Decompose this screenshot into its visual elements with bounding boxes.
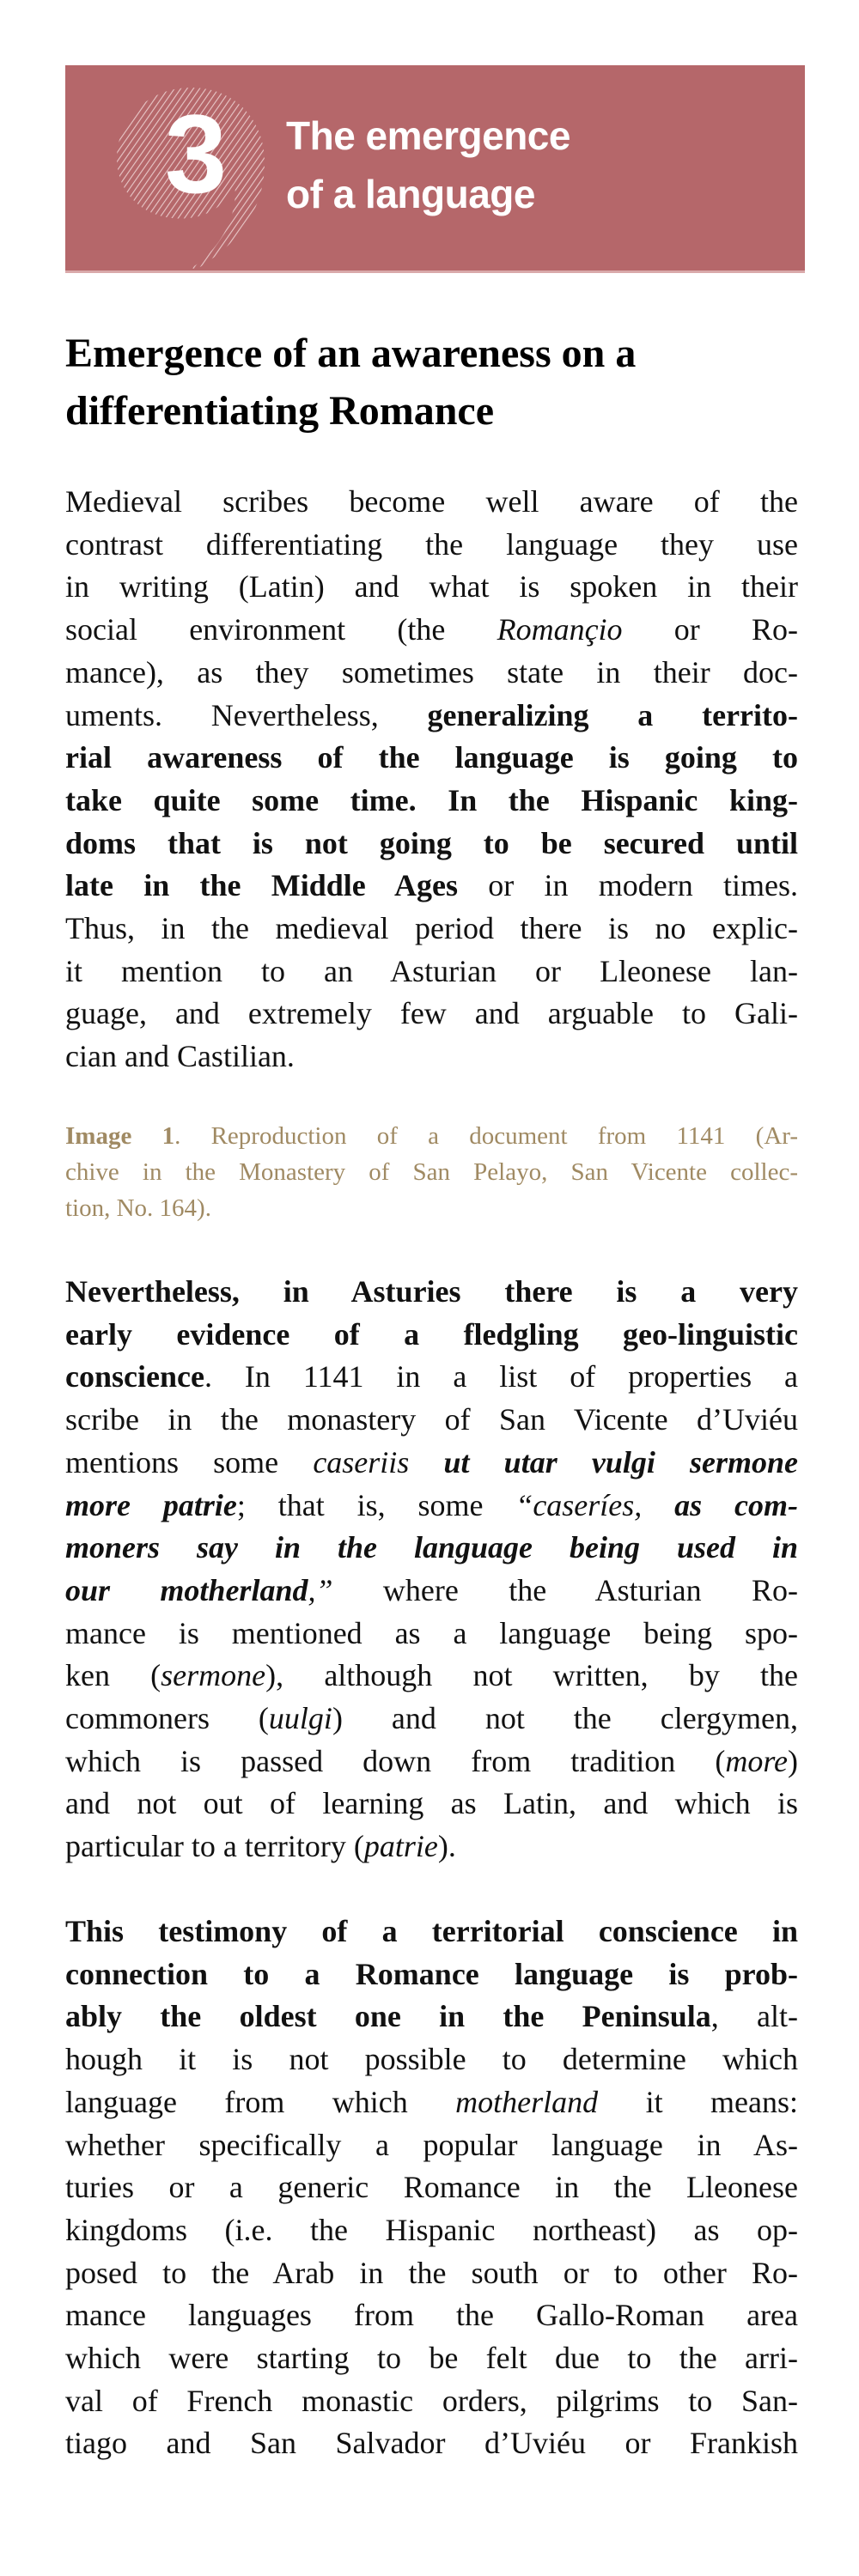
text-line <box>65 2166 798 2209</box>
text-line <box>65 1118 798 1154</box>
text-line <box>65 2209 798 2252</box>
text-run: whether specifically a popular language in As- <box>65 2127 798 2162</box>
text-run <box>409 1445 443 1479</box>
text-run: , alt- <box>710 1999 798 2034</box>
text-run: language from which <box>65 2084 456 2119</box>
text-line <box>65 652 798 695</box>
text-run: which were starting to be felt due to the arri- <box>65 2341 798 2376</box>
italic-text: ,” <box>308 1572 333 1607</box>
text-line <box>65 1485 798 1528</box>
text-run: which is passed down from tradition ( <box>65 1743 726 1778</box>
text-line <box>65 2422 798 2461</box>
text-run: mance), as they sometimes state in their doc- <box>65 654 798 690</box>
text-run: contrast differentiating the language they use <box>65 526 798 562</box>
image-caption <box>65 1118 798 1226</box>
text-line <box>65 1911 798 1953</box>
text-line <box>65 1036 798 1078</box>
text-line <box>65 1826 798 1868</box>
text-run: commoners ( <box>65 1701 269 1736</box>
text-run: tion, No. 164). <box>65 1194 211 1222</box>
text-line <box>65 2337 798 2380</box>
text-run: turies or a generic Romance in the Lleonese <box>65 2170 798 2205</box>
text-run: chive in the Monastery of San Pelayo, San Vicente collec- <box>65 1158 798 1186</box>
text-line <box>65 737 798 780</box>
section-heading <box>65 325 804 440</box>
bold-text: late in the Middle Ages <box>65 868 459 903</box>
text-line <box>65 1271 798 1314</box>
text-run: ) <box>788 1743 798 1778</box>
text-run: . Reproduction of a document from 1141 (Ar- <box>174 1122 798 1150</box>
text-run: uments. Nevertheless, <box>65 697 428 732</box>
text-run: mance is mentioned as a language being spo- <box>65 1615 798 1650</box>
text-line <box>65 1953 798 1996</box>
text-line <box>65 1741 798 1783</box>
text-line <box>65 2081 798 2124</box>
text-run: it mention to an Asturian or Lleonese lan- <box>65 953 798 988</box>
text-run: or in modern times. <box>458 868 798 903</box>
italic-text: Romançio <box>497 612 623 647</box>
text-run: scribe in the monastery of San Vicente d’Uviéu <box>65 1402 798 1437</box>
text-run: or Ro- <box>622 612 798 647</box>
bold-text: This testimony of a territorial conscience in <box>65 1914 798 1948</box>
italic-text: uulgi <box>268 1701 332 1736</box>
text-line <box>65 1698 798 1741</box>
italic-text: more <box>725 1743 788 1778</box>
text-line <box>65 865 798 908</box>
text-line <box>65 524 798 567</box>
chapter-banner <box>65 65 805 273</box>
text-run: ; that is, some <box>236 1487 516 1522</box>
paragraph-territorial-testimony <box>65 1911 798 2461</box>
chapter-title-line: The emergence <box>286 113 570 158</box>
bold-text: conscience <box>65 1359 204 1394</box>
text-run: ) and not the clergymen, <box>332 1701 799 1736</box>
text-run: ). <box>437 1829 456 1864</box>
bold-text: Image 1 <box>65 1122 175 1150</box>
text-line <box>65 2294 798 2337</box>
bold-italic-text: more patrie <box>65 1487 237 1522</box>
paragraph-awareness <box>65 481 798 1078</box>
text-run: and not out of learning as Latin, and which is <box>65 1786 798 1821</box>
text-run: mentions some <box>65 1444 314 1479</box>
text-run: hough it is not possible to determine which <box>65 2042 798 2077</box>
text-run: mance languages from the Gallo-Roman area <box>65 2298 798 2333</box>
text-line <box>65 695 798 738</box>
bold-italic-text: ut utar vulgi sermone <box>443 1444 799 1479</box>
text-run: ), although not written, by the <box>265 1658 798 1693</box>
text-line <box>65 1314 798 1357</box>
text-line <box>65 908 798 951</box>
text-line <box>65 566 798 609</box>
italic-text: patrie <box>363 1829 438 1864</box>
italic-text: caseriis <box>313 1444 410 1479</box>
text-line <box>65 1154 798 1190</box>
text-line <box>65 1783 798 1826</box>
section-heading-line: Emergence of an awareness on a <box>65 331 637 376</box>
text-run: it means: <box>598 2084 798 2119</box>
text-run: guage, and extremely few and arguable to Gali- <box>65 996 798 1031</box>
text-line <box>65 1570 798 1613</box>
text-line <box>65 1655 798 1698</box>
text-line <box>65 1996 798 2038</box>
chapter-number-logo-icon <box>110 72 273 270</box>
text-run: kingdoms (i.e. the Hispanic northeast) as op- <box>65 2212 798 2247</box>
text-run: where the Asturian Ro- <box>332 1572 798 1607</box>
text-line <box>65 1356 798 1399</box>
text-line <box>65 2124 798 2167</box>
text-line <box>65 1442 798 1485</box>
text-run: particular to a territory ( <box>65 1829 364 1864</box>
bold-text: rial awareness of the language is going to <box>65 740 798 775</box>
text-line <box>65 1190 798 1226</box>
text-run: posed to the Arab in the south or to other Ro- <box>65 2255 798 2290</box>
bold-text: ably the oldest one in the Peninsula <box>65 1999 711 2034</box>
bold-text: connection to a Romance language is prob- <box>65 1956 798 1991</box>
text-line <box>65 2252 798 2295</box>
text-line <box>65 780 798 823</box>
text-line <box>65 1399 798 1442</box>
bold-italic-text: our motherland <box>65 1572 308 1607</box>
bold-italic-text: moners say in the language being used in <box>65 1530 798 1565</box>
italic-text: motherland <box>455 2084 599 2119</box>
bold-text: generalizing a territo- <box>427 697 798 732</box>
bold-text: Nevertheless, in Asturies there is a very <box>65 1274 798 1309</box>
text-run: . In 1141 in a list of properties a <box>204 1359 798 1394</box>
text-run: Thus, in the medieval period there is no explic- <box>65 911 798 946</box>
text-run: social environment (the <box>65 612 497 647</box>
text-run: val of French monastic orders, pilgrims to San- <box>65 2383 798 2418</box>
italic-text: sermone <box>161 1658 266 1693</box>
text-line <box>65 1613 798 1656</box>
text-line <box>65 823 798 866</box>
bold-italic-text: as com- <box>674 1487 798 1522</box>
bold-text: early evidence of a fledgling geo-linguistic <box>65 1316 798 1352</box>
text-run: Medieval scribes become well aware of the <box>65 484 798 519</box>
paragraph-asturies-evidence <box>65 1271 798 1868</box>
chapter-number: 3 <box>164 91 228 216</box>
text-line <box>65 993 798 1036</box>
text-run: ken ( <box>65 1658 161 1693</box>
text-line <box>65 2380 798 2423</box>
text-line <box>65 951 798 993</box>
text-run: tiago and San Salvador d’Uviéu or Frankish <box>65 2426 798 2461</box>
bold-text: doms that is not going to be secured until <box>65 825 798 860</box>
italic-text: “caseríes, <box>515 1487 675 1522</box>
text-line <box>65 609 798 652</box>
text-line <box>65 2038 798 2081</box>
section-heading-line: differentiating Romance <box>65 388 495 434</box>
text-line <box>65 1527 798 1570</box>
bold-text: take quite some time. In the Hispanic king- <box>65 782 798 817</box>
text-run: cian and Castilian. <box>65 1039 295 1074</box>
text-line <box>65 481 798 524</box>
text-run: in writing (Latin) and what is spoken in their <box>65 569 798 605</box>
chapter-title-line: of a language <box>286 172 535 216</box>
chapter-title <box>286 106 570 223</box>
